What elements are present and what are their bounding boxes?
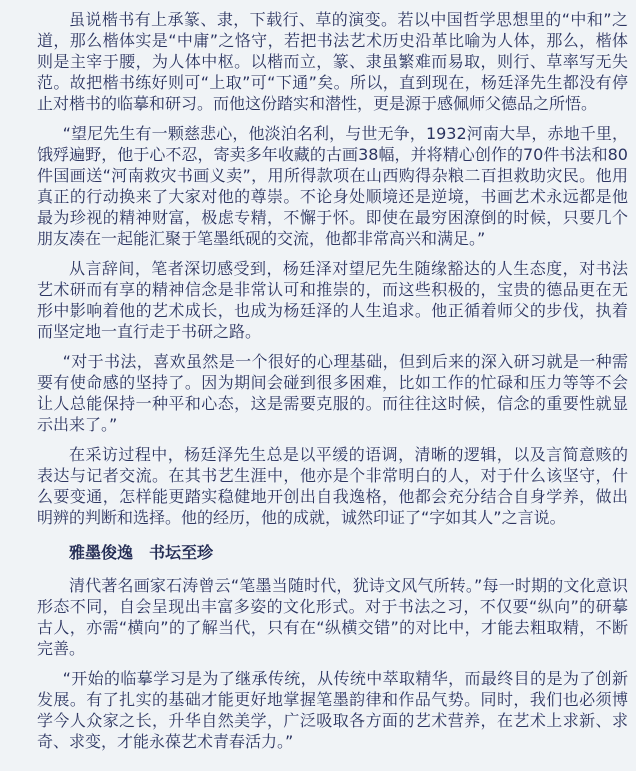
paragraph-quote-innovation: “开始的临摹学习是为了继承传统，从传统中萃取精华，而最终目的是为了创新发展。有了扎实的基础才能更好地掌握笔墨韵律和作品气势。同时，我们也必须博学今人众家之长，升华自然美学，广泛吸取各方面的艺术营养，在艺术上求新、求奇、求变，才能永葆艺术青春活力。” <box>37 669 628 751</box>
paragraph-mentor-influence: 从言辞间，笔者深切感受到，杨廷泽对望尼先生随缘豁达的人生态度，对书法艺术研而有享的精神信念是非常认可和推崇的，而这些积极的，宝贵的德品更在无形中影响着他的艺术成长，也成为杨廷泽的人生追求。他正循着师父的步伐，执着而坚定地一直行走于书研之路。 <box>37 259 628 341</box>
paragraph-quote-perseverance: “对于书法，喜欢虽然是一个很好的心理基础，但到后来的深入研习就是一种需要有使命感的坚持了。因为期间会碰到很多困难，比如工作的忙碌和压力等等不会让人总能保持一种平和心态，这是需要克服的。而往往这时候，信念的重要性就显示出来了。” <box>37 352 628 434</box>
section-heading: 雅墨俊逸 书坛至珍 <box>69 543 214 562</box>
paragraph-kaishu-foundation: 虽说楷书有上承篆、隶，下载行、草的演变。若以中国哲学思想里的“中和”之道，那么楷体实是“中庸”之恪守，若把书法艺术历史沿革比喻为人体，那么，楷体则是主宰于腰，为人体中枢。以楷而立，篆、隶虽繁难而易取，则行、草率写无失范。故把楷书练好则可“上取”可“下通”矣。所以，直到现在，杨廷泽先生都没有停止对楷书的临摹和研习。而他这份踏实和潜性，更是源于感佩师父德品之所悟。 <box>37 10 628 113</box>
paragraph-interview-impression: 在采访过程中，杨廷泽先生总是以平缓的语调，清晰的逻辑，以及言简意赅的表达与记者交流。在其书艺生涯中，他亦是个非常明白的人，对于什么该坚守，什么要变通，怎样能更踏实稳健地开创出自我逸格，他都会充分结合自身学养，做出明辨的判断和选择。他的经历，他的成就，诚然印证了“字如其人”之言说。 <box>37 445 628 527</box>
paragraph-shitao-quote-context: 清代著名画家石涛曾云“笔墨当随时代，犹诗文风气所转。”每一时期的文化意识形态不同，自会呈现出丰富多姿的文化形式。对于书法之习，不仅要“纵向”的研摹古人，亦需“横向”的了解当代，只有在“纵横交错”的对比中，才能去粗取精，不断完善。 <box>37 576 628 658</box>
paragraph-quote-wangni-charity: “望尼先生有一颗慈悲心，他淡泊名利，与世无争，1932河南大旱，赤地千里，饿殍遍野，他于心不忍，寄卖多年收藏的古画38幅，并将精心创作的70件书法和80件国画送“河南救灾书画义卖”，用所得款项在山西购得杂粮二百担救助灾民。他用真正的行动换来了大家对他的尊崇。不论身处顺境还是逆境，书画艺术永远都是他最为珍视的精神财富，极虑专精，不懈于怀。即使在最穷困潦倒的时候，只要几个朋友凑在一起能汇聚于笔墨纸砚的交流，他都非常高兴和满足。” <box>37 124 628 248</box>
